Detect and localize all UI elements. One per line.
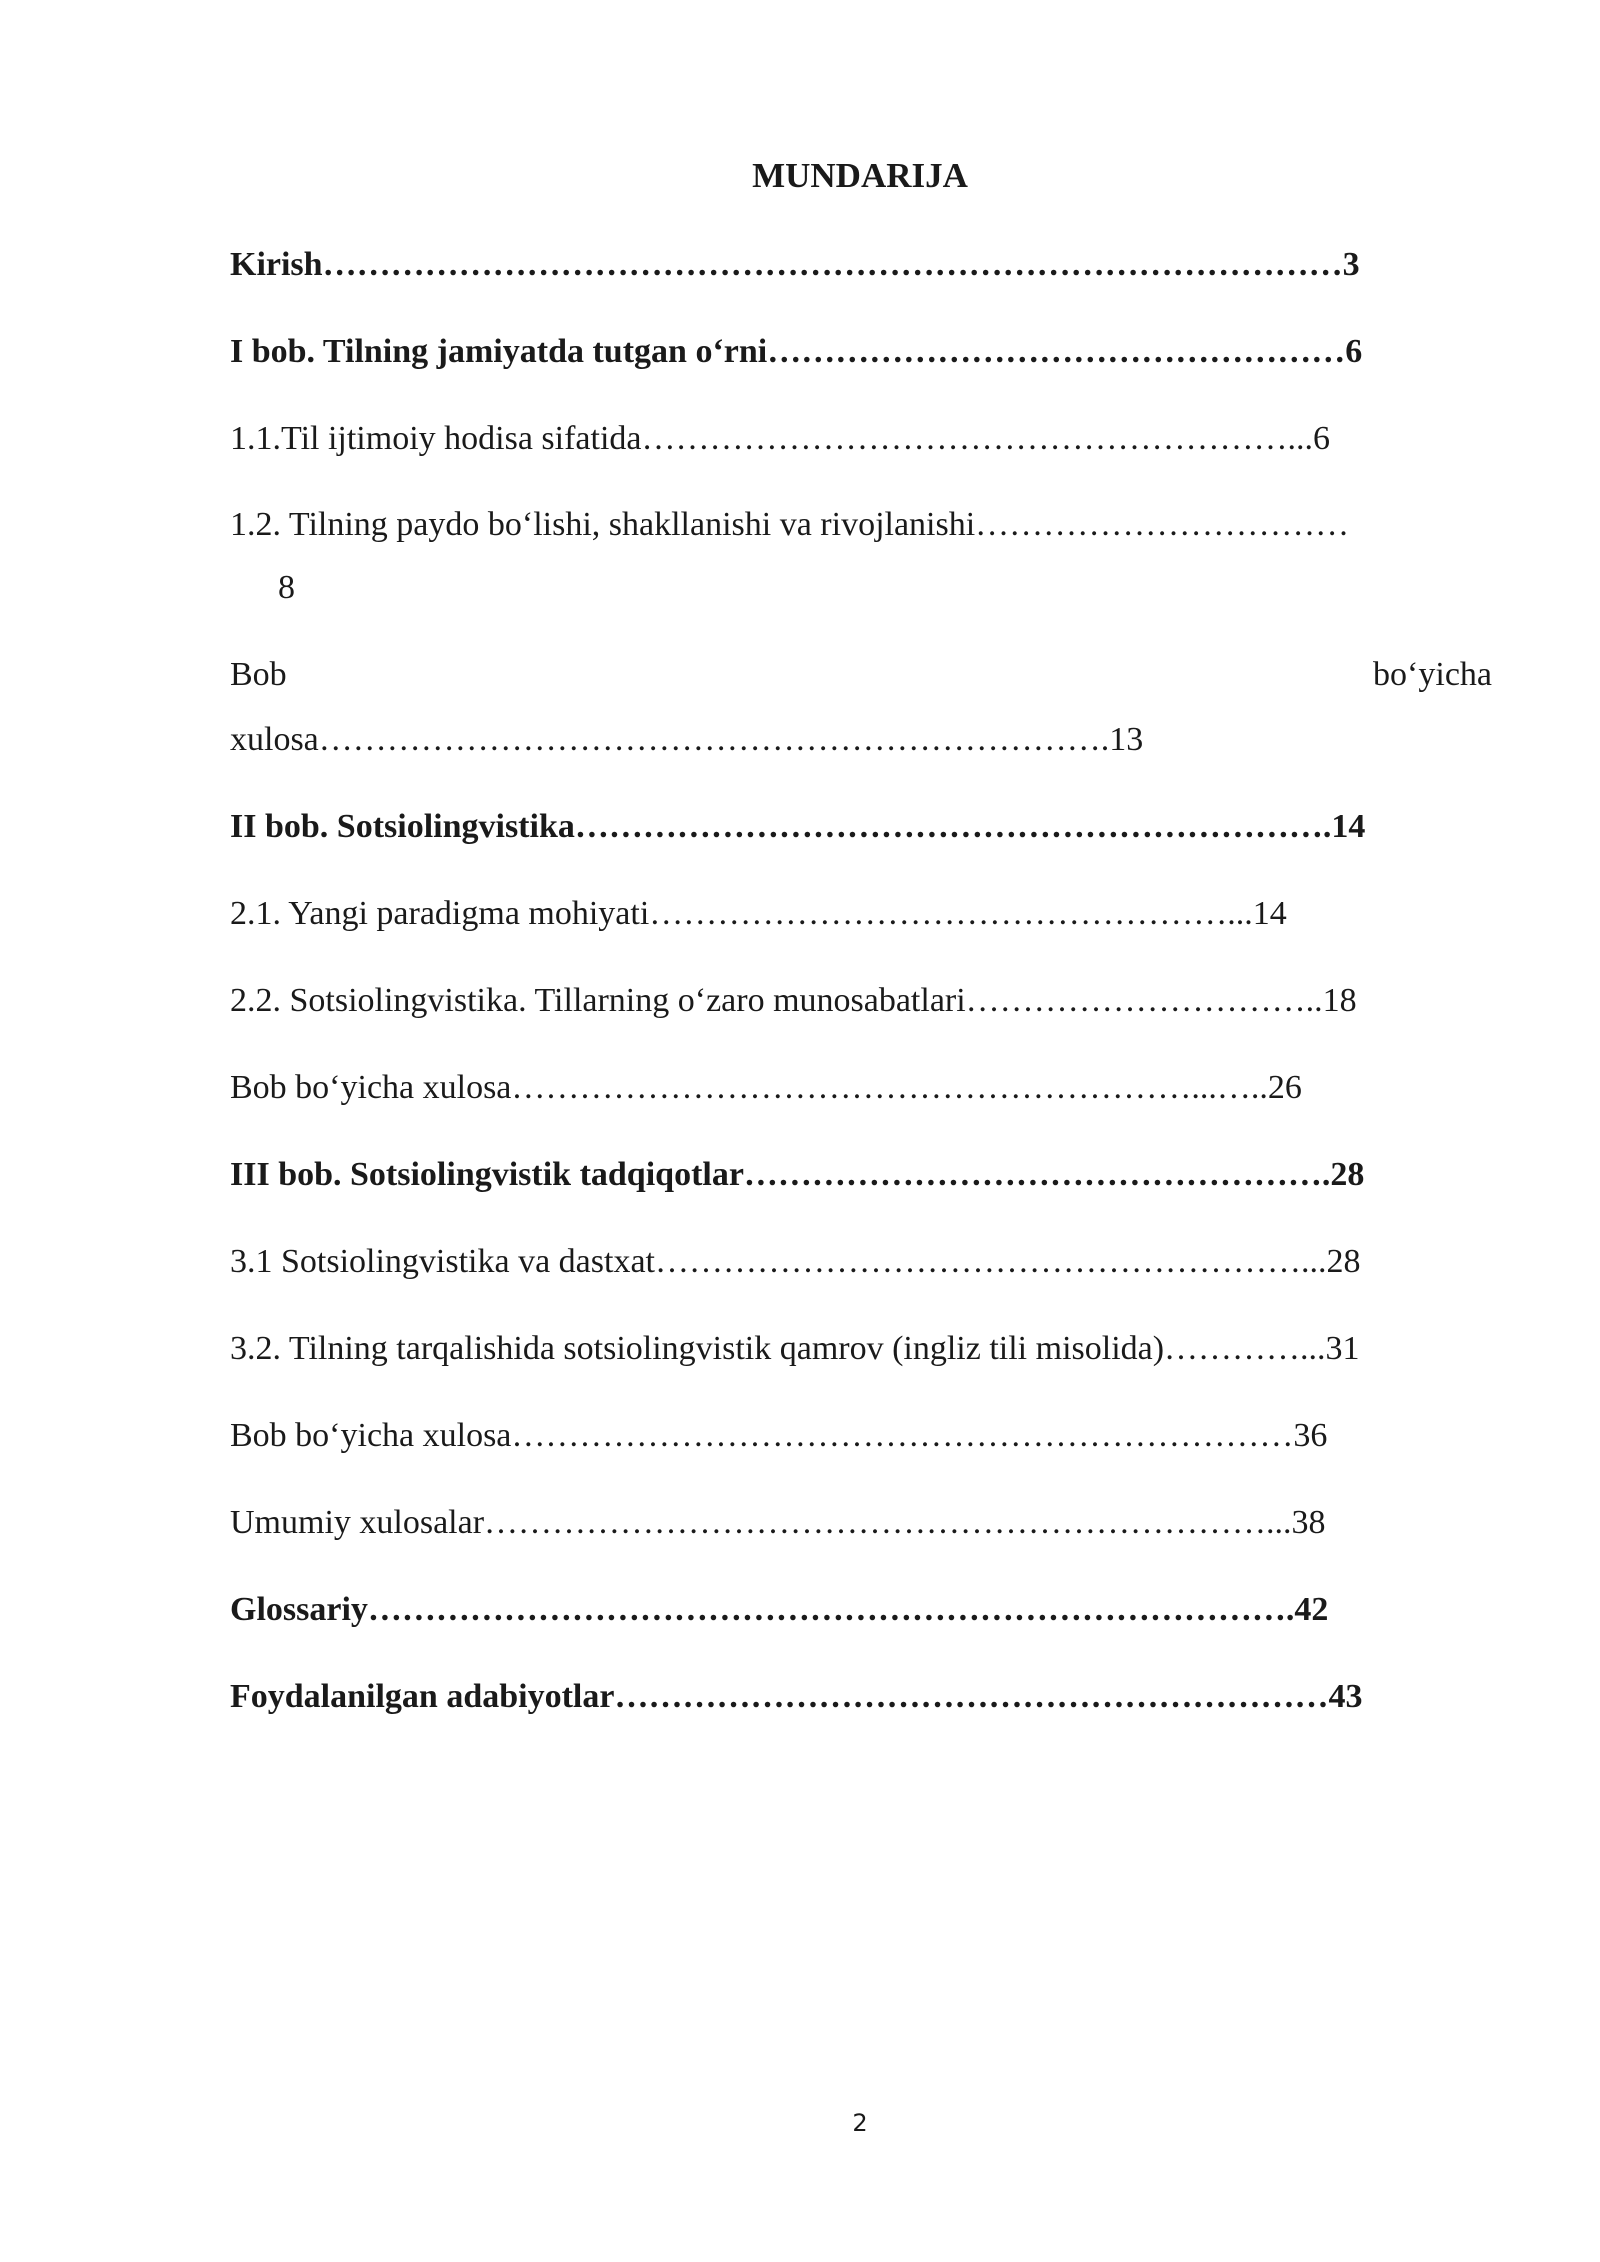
toc-entry-1-1 — [230, 414, 1492, 464]
toc-entry-text: II bob. Sotsiolingvistika………………………………………………………….14 — [230, 808, 1366, 845]
toc-entry-chapter-3-summary — [230, 1411, 1492, 1461]
toc-entry-text: I bob. Tilning jamiyatda tutgan o‘rni……………………………………………6 — [230, 333, 1363, 370]
toc-entry-chapter-1-summary — [230, 650, 1492, 700]
toc-entry-text: Bob bo‘yicha xulosa……………………………………………………………36 — [230, 1417, 1328, 1454]
toc-entry-text: III bob. Sotsiolingvistik tadqiqotlar…………………………………………….28 — [230, 1156, 1365, 1193]
toc-entry-kirish — [230, 240, 1492, 290]
toc-entry-word-left: Bob — [230, 656, 287, 693]
toc-entry-2-2 — [230, 976, 1492, 1026]
toc-entry-chapter-1 — [230, 327, 1492, 377]
toc-entry-chapter-3 — [230, 1150, 1492, 1200]
toc-entry-glossary — [230, 1585, 1492, 1635]
toc-entry-3-1 — [230, 1237, 1492, 1287]
toc-entry-text: Bob bo‘yicha xulosa……………………………………………………...…..26 — [230, 1069, 1302, 1106]
page-number: 2 — [852, 2109, 868, 2137]
toc-entry-text: Umumiy xulosalar……………………………………………………………...38 — [230, 1504, 1326, 1541]
toc-entry-text: 2.1. Yangi paradigma mohiyati……………………………………………...14 — [230, 895, 1287, 932]
toc-entry-general-conclusions — [230, 1498, 1492, 1548]
toc-entry-chapter-2-summary — [230, 1063, 1492, 1113]
toc-entry-text: 3.1 Sotsiolingvistika va dastxat…………………………………………………...28 — [230, 1243, 1361, 1280]
toc-entry-2-1 — [230, 889, 1492, 939]
toc-entry-text: 1.1.Til ijtimoiy hodisa sifatida…………………………………………………...6 — [230, 420, 1330, 457]
toc-entry-1-2 — [230, 500, 1492, 550]
toc-entry-text: 1.2. Tilning paydo bo‘lishi, shakllanishi va rivojlanishi…………………………… — [230, 506, 1350, 543]
toc-entry-chapter-2 — [230, 802, 1492, 852]
page-title: MUNDARIJA — [752, 156, 968, 195]
toc-entry-word-right: bo‘yicha — [1373, 656, 1492, 693]
toc-entry-text: Kirish………………………………………………………………………………3 — [230, 246, 1360, 283]
toc-entry-1-2-page: 8 — [278, 569, 295, 606]
toc-entry-3-2 — [230, 1324, 1492, 1374]
toc-entry-text: 2.2. Sotsiolingvistika. Tillarning o‘zaro munosabatlari…………………………..18 — [230, 982, 1357, 1019]
toc-entry-text: Glossariy……………………………………………………………………….42 — [230, 1591, 1329, 1628]
toc-entry-text: 3.2. Tilning tarqalishida sotsiolingvistik qamrov (ingliz tili misolida)…………...31 — [230, 1330, 1360, 1367]
toc-entry-text: Foydalanilgan adabiyotlar………………………………………………………43 — [230, 1678, 1363, 1715]
toc-entry-references — [230, 1672, 1492, 1722]
toc-entry-chapter-1-summary-cont: xulosa…………………………………………………………….13 — [230, 721, 1144, 758]
